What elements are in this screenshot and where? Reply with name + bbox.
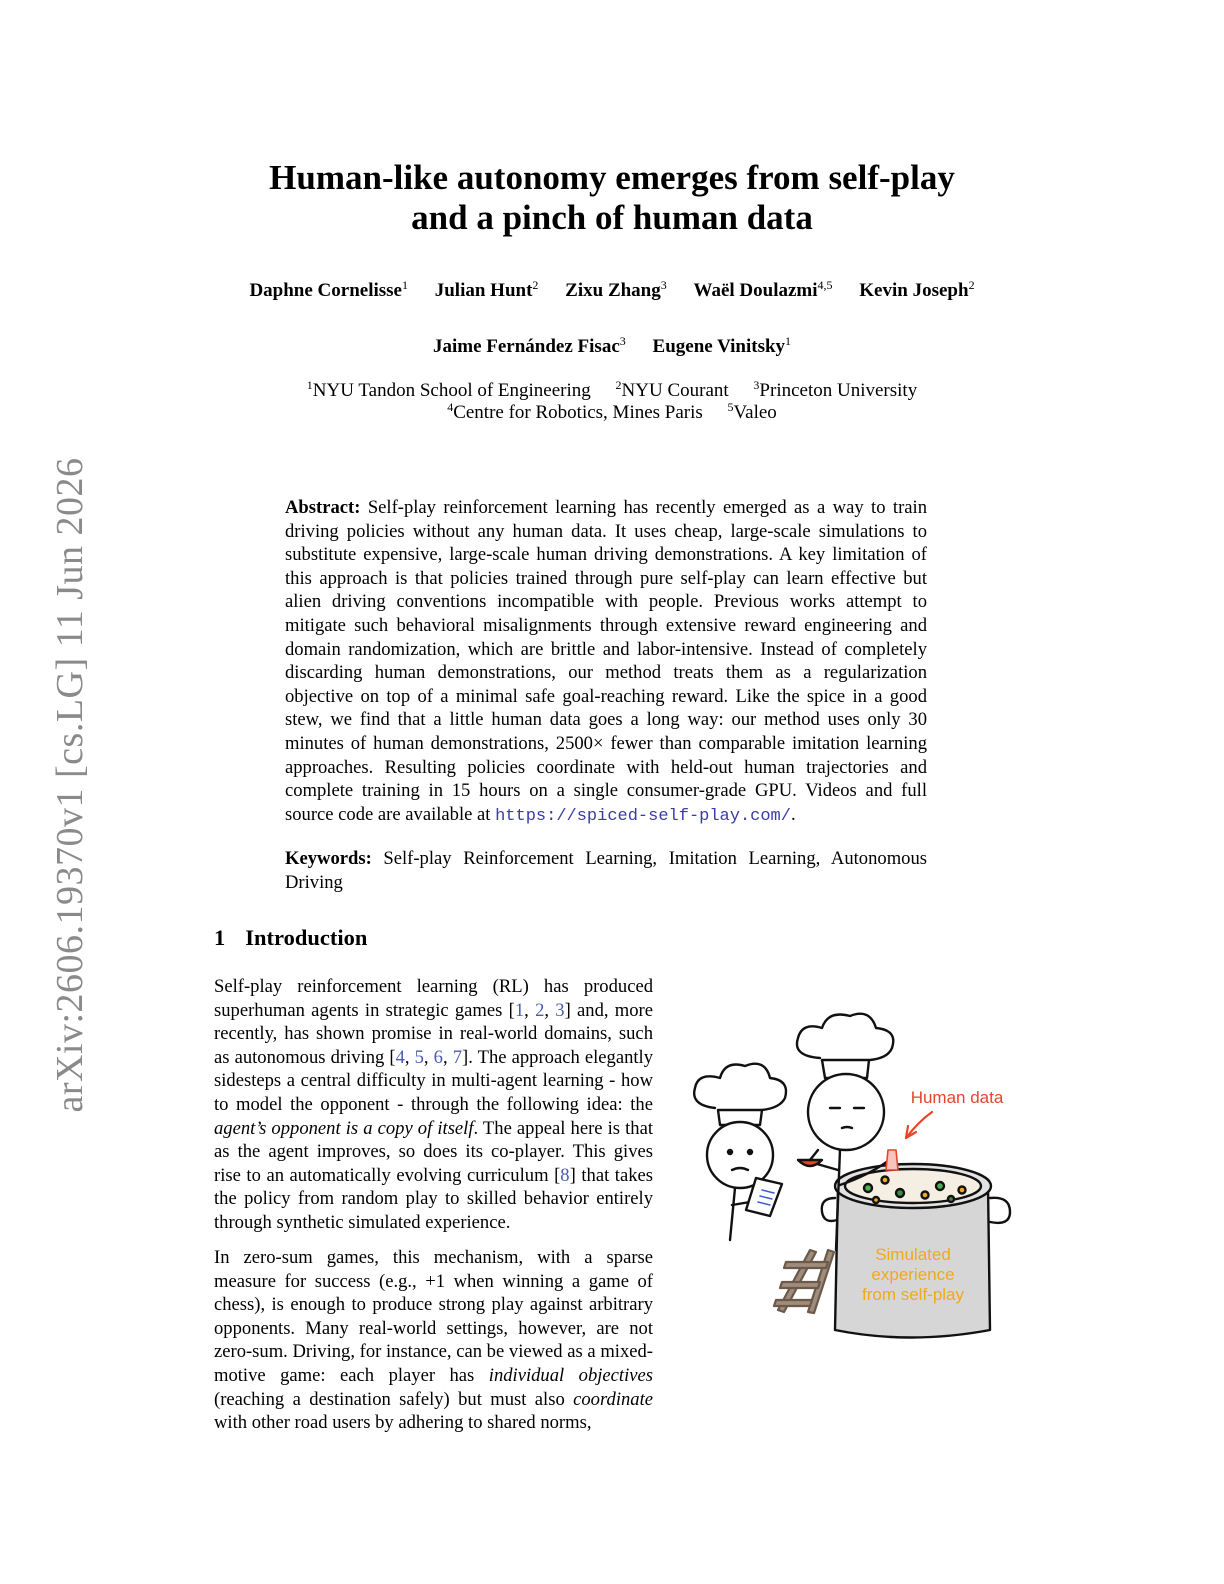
affiliation: $^5$Valeo — [727, 400, 777, 423]
author: Zixu Zhang$^3$ — [565, 278, 667, 301]
text-run: , — [423, 1046, 434, 1068]
text-run: , — [442, 1046, 453, 1068]
left-chef-icon — [694, 1064, 786, 1240]
author: Julian Hunt$^2$ — [434, 278, 539, 301]
text-run: In zero-sum games, this mechanism, with a sparse measure for success (e.g., +1 when winning a game of chess), is enough to produce strong play against arbitrary opponents. Many real-world settings, however, are not zero-sum. Driving, for instance, can be viewed as a mixed-motive game: each player has — [214, 1247, 653, 1386]
arxiv-identifier: arXiv:2606.19370v1 [cs.LG] 11 Jun 2026 — [49, 457, 91, 1113]
author-list-row-2 — [0, 336, 1224, 358]
simulated-experience-label — [848, 1245, 978, 1305]
pot-label-line: experience — [871, 1265, 955, 1284]
text-run: ] that takes the policy from random play to skilled behavior entirely through synthetic simulated experience. — [214, 1164, 654, 1233]
emphasis: agent’s opponent is a copy of itself — [214, 1117, 474, 1139]
intro-paragraph-2 — [214, 1246, 653, 1435]
pot-label-line: from self-play — [861, 1285, 965, 1304]
text-run: , — [544, 999, 556, 1021]
text-run: with other road users by adhering to shared norms, — [214, 1412, 592, 1434]
author: Waël Doulazmi$^{4,5}$ — [693, 278, 833, 301]
citation-link[interactable]: 4 — [395, 1046, 405, 1068]
affiliation: $^4$Centre for Robotics, Mines Paris — [447, 400, 703, 423]
affiliations-row-1 — [0, 380, 1224, 402]
text-run: , — [404, 1046, 415, 1068]
affiliation: $^1$NYU Tandon School of Engineering — [306, 378, 591, 401]
text-run: ] and, more recently, has shown promise in real-world domains, such as autonomous driving [ — [214, 999, 653, 1068]
abstract-label: Abstract: — [285, 497, 361, 518]
citation-link[interactable]: 1 — [514, 999, 525, 1021]
text-run: , — [524, 999, 536, 1021]
affiliation: $^3$Princeton University — [753, 378, 918, 401]
pot-label-line: Simulated — [875, 1245, 951, 1264]
text-run: ]. The approach elegantly sidesteps a central difficulty in multi-agent learning - how to model the opponent - through the following idea: the — [214, 1046, 653, 1115]
author: Eugene Vinitsky$^1$ — [652, 334, 792, 357]
keywords-text: Self-play Reinforcement Learning, Imitation Learning, Autonomous Driving — [285, 848, 927, 893]
keywords-label: Keywords: — [285, 848, 372, 869]
arrow-icon — [906, 1112, 932, 1138]
citation-link[interactable]: 5 — [414, 1046, 424, 1068]
text-run: (reaching a destination safely) but must also — [214, 1388, 574, 1410]
author: Kevin Joseph$^2$ — [859, 278, 975, 301]
section-heading-introduction — [214, 925, 367, 951]
affiliations-row-2 — [0, 402, 1224, 424]
text-run: Self-play reinforcement learning (RL) has produced superhuman agents in strategic games [ — [214, 976, 653, 1021]
citation-link[interactable]: 2 — [535, 999, 545, 1021]
stepladder-icon — [774, 1250, 834, 1313]
author: Daphne Cornelisse$^1$ — [249, 278, 408, 301]
section-title: Introduction — [245, 925, 368, 950]
section-number: 1 — [214, 925, 226, 950]
human-data-label: Human data — [910, 1088, 1004, 1107]
author: Jaime Fernández Fisac$^3$ — [432, 334, 626, 357]
intro-paragraph-1 — [214, 975, 653, 1235]
project-url-link[interactable]: https://spiced-self-play.com/ — [495, 806, 791, 826]
author-list-row-1 — [0, 280, 1224, 302]
citation-link[interactable]: 8 — [560, 1164, 570, 1186]
emphasis: individual objectives — [488, 1364, 654, 1386]
title-line-1: Human-like autonomy emerges from self-play — [269, 158, 955, 197]
keywords — [285, 847, 927, 894]
citation-link[interactable]: 6 — [433, 1046, 443, 1068]
abstract — [285, 496, 927, 828]
teaser-figure — [670, 1000, 1020, 1345]
paper-title — [0, 158, 1224, 238]
abstract-end: . — [790, 803, 796, 825]
text-run: . The appeal here is that as the agent improves, so does its co-player. This gives rise to an automatically evolving curriculum [ — [214, 1117, 653, 1186]
affiliation: $^2$NYU Courant — [615, 378, 729, 401]
title-line-2: and a pinch of human data — [411, 198, 813, 237]
citation-link[interactable]: 3 — [555, 999, 565, 1021]
citation-link[interactable]: 7 — [452, 1046, 463, 1068]
emphasis: coordinate — [573, 1388, 653, 1410]
abstract-text: Self-play reinforcement learning has recently emerged as a way to train driving policies without any human data. It uses cheap, large-scale simulations to substitute expensive, large-scale human driving demonstrations. A key limitation of this approach is that policies trained through pure self-play can learn effective but alien driving conventions incompatible with people. Previous works attempt to mitigate such behavioral misalignments through extensive reward engineering and domain randomization, which are brittle and labor-intensive. Instead of completely discarding human demonstrations, our method treats them as a regularization objective on top of a minimal safe goal-reaching reward. Like the spice in a good stew, we find that a little human data goes a long way: our method uses only 30 minutes of human demonstrations, 2500× fewer than comparable imitation learning approaches. Resulting policies coordinate with held-out human trajectories and complete training in 15 hours on a single consumer-grade GPU. Videos and full source code are available at — [285, 497, 928, 825]
